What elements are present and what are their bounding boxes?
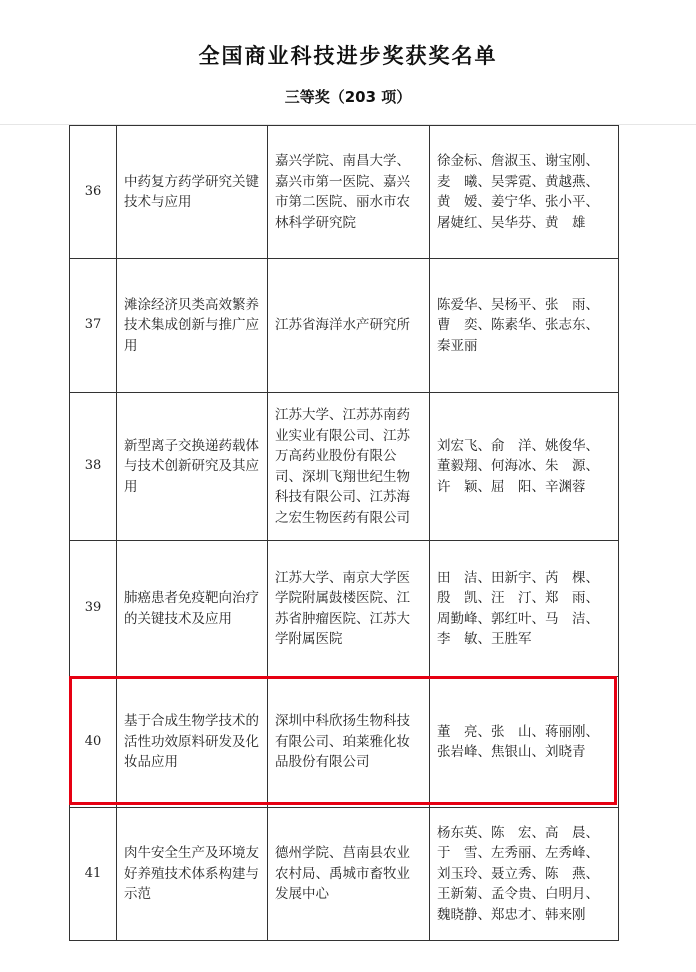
row-number: 38 xyxy=(70,393,117,541)
table-row xyxy=(70,808,619,941)
table-row xyxy=(70,541,619,677)
completing-people: 杨东英、陈 宏、高 晨、于 雪、左秀丽、左秀峰、刘玉玲、聂立秀、陈 燕、王新菊、孟令贵、白明月、魏晓静、郑忠才、韩来刚 xyxy=(430,808,619,941)
completing-people: 董 亮、张 山、蒋丽刚、张岩峰、焦银山、刘晓青 xyxy=(430,677,619,808)
row-number: 40 xyxy=(70,677,117,808)
row-number: 37 xyxy=(70,259,117,393)
completing-people: 徐金标、詹淑玉、谢宝刚、麦 曦、吴霁霓、黄越燕、黄 嫒、姜宁华、张小平、屠婕红、吴华芬、黄 雄 xyxy=(430,126,619,259)
completing-units: 江苏省海洋水产研究所 xyxy=(268,259,430,393)
table-row xyxy=(70,259,619,393)
project-name: 中药复方药学研究关键技术与应用 xyxy=(117,126,268,259)
completing-units: 江苏大学、南京大学医学院附属鼓楼医院、江苏省肿瘤医院、江苏大学附属医院 xyxy=(268,541,430,677)
completing-people: 田 洁、田新宇、芮 棵、殷 凯、汪 汀、郑 雨、周勤峰、郭红叶、马 洁、李 敏、王胜军 xyxy=(430,541,619,677)
row-number: 39 xyxy=(70,541,117,677)
table-row xyxy=(70,393,619,541)
project-name: 肉牛安全生产及环境友好养殖技术体系构建与示范 xyxy=(117,808,268,941)
completing-units: 深圳中科欣扬生物科技有限公司、珀莱雅化妆品股份有限公司 xyxy=(268,677,430,808)
page-subtitle: 三等奖（203 项） xyxy=(284,88,412,106)
page-title: 全国商业科技进步奖获奖名单 xyxy=(198,44,498,68)
awards-table xyxy=(69,125,619,941)
table-row xyxy=(70,677,619,808)
completing-people: 陈爱华、吴杨平、张 雨、曹 奕、陈素华、张志东、秦亚丽 xyxy=(430,259,619,393)
project-name: 新型离子交换递药载体与技术创新研究及其应用 xyxy=(117,393,268,541)
project-name: 基于合成生物学技术的活性功效原料研发及化妆品应用 xyxy=(117,677,268,808)
table-row xyxy=(70,126,619,259)
project-name: 肺癌患者免疫靶向治疗的关键技术及应用 xyxy=(117,541,268,677)
row-number: 41 xyxy=(70,808,117,941)
completing-people: 刘宏飞、俞 洋、姚俊华、董毅翔、何海冰、朱 源、许 颖、屈 阳、辛渊蓉 xyxy=(430,393,619,541)
completing-units: 德州学院、莒南县农业农村局、禹城市畜牧业发展中心 xyxy=(268,808,430,941)
project-name: 滩涂经济贝类高效繁养技术集成创新与推广应用 xyxy=(117,259,268,393)
completing-units: 江苏大学、江苏苏南药业实业有限公司、江苏万高药业股份有限公司、深圳飞翔世纪生物科技有限公司、江苏海之宏生物医药有限公司 xyxy=(268,393,430,541)
row-number: 36 xyxy=(70,126,117,259)
completing-units: 嘉兴学院、南昌大学、嘉兴市第一医院、嘉兴市第二医院、丽水市农林科学研究院 xyxy=(268,126,430,259)
